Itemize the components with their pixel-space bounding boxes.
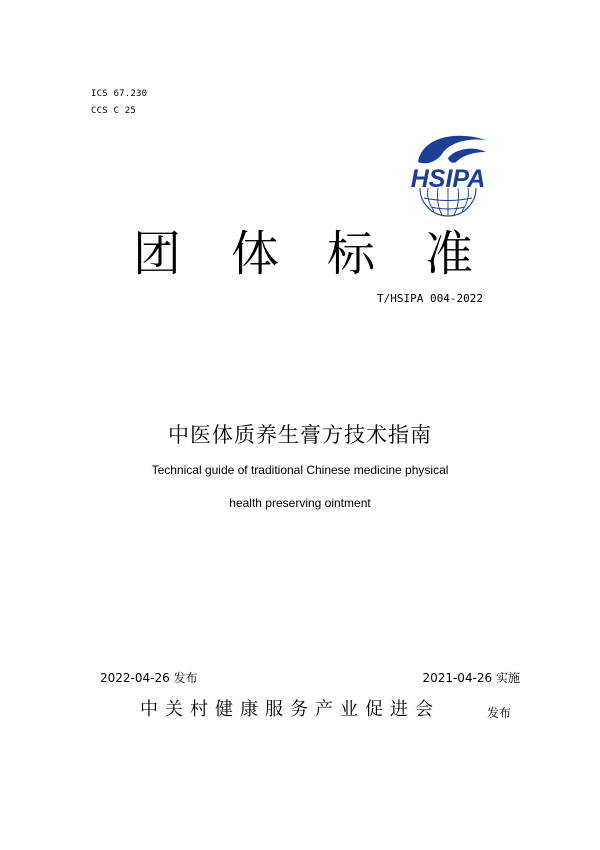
standard-type-char: 体: [231, 226, 280, 282]
document-title-english-line2: health preserving ointment: [229, 496, 371, 510]
publisher-suffix: 发布: [487, 706, 512, 720]
standard-number: T/HSIPA 004-2022: [377, 292, 483, 305]
publish-date: 2022-04-26 发布: [100, 671, 198, 685]
logo-text: HSIPA: [410, 165, 486, 193]
hsipa-logo: [398, 132, 498, 217]
document-title-english-line1: Technical guide of traditional Chinese medicine physical: [151, 463, 449, 477]
logo-leaf-icon: [418, 136, 486, 164]
standard-type-char: 准: [425, 226, 474, 282]
standard-type-char: 团: [133, 226, 182, 282]
ics-code: ICS 67.230: [91, 89, 148, 99]
ccs-code: CCS C 25: [91, 106, 136, 116]
standard-type-heading: [100, 222, 500, 286]
standard-type-char: 标: [327, 226, 376, 282]
document-title-chinese: 中医体质养生膏方技术指南: [168, 423, 432, 447]
publisher-name: 中关村健康服务产业促进会: [140, 699, 440, 720]
implementation-date: 2021-04-26 实施: [422, 671, 520, 685]
